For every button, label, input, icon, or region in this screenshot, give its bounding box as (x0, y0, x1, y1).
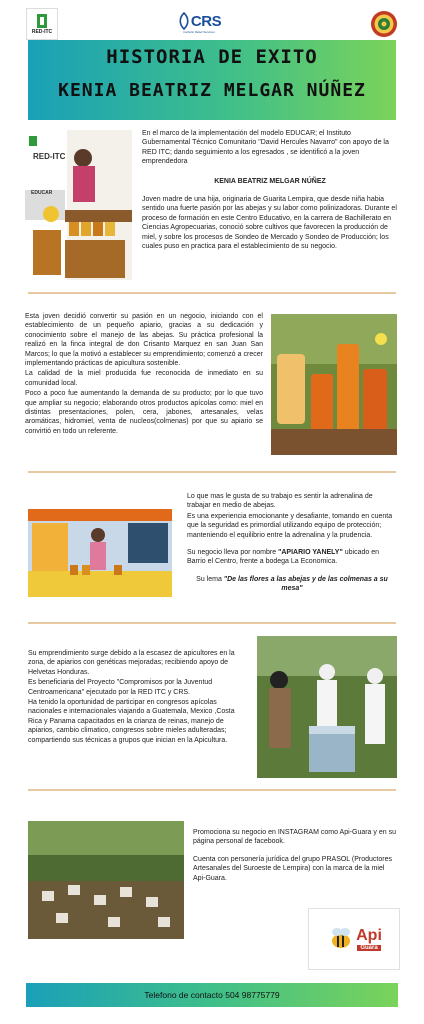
hive-field-icon (28, 821, 184, 939)
honey-products-photo (271, 314, 397, 455)
motto: "De las flores a las abejas y de las colmenas a su mesa" (223, 575, 388, 593)
header-banner (28, 40, 396, 120)
motto-paragraph (187, 575, 397, 594)
apiary-field-photo (28, 821, 184, 939)
crs-logo (172, 8, 226, 38)
divider-4 (28, 789, 396, 791)
booth-banner-sub: EDUCAR (31, 190, 53, 196)
crs-logo-text: CRS (190, 12, 222, 30)
section5-text (193, 828, 398, 884)
section2-text (25, 312, 263, 437)
business-name: "APIARIO YANELY" (278, 549, 343, 557)
name-heading: KENIA BEATRIZ MELGAR NÚÑEZ (214, 177, 326, 185)
red-itc-mark-icon (34, 13, 50, 29)
crs-flame-icon (177, 12, 191, 30)
business-paragraph-1: Esta joven decidió convertir su pasión en un negocio, iniciando con el establecimiento de un pequeño apiario, gracias a su dedicación y conocimiento sobre el manejo de las abejas. Su práctica profesional la realizó en la finca integral de don Crisanto Marquez en san Juan San Marcos; lo que la motivó a establecer su emprendimiento; comenzó a crecer implementando prácticas de apicultura sostenible. (25, 313, 263, 368)
bee-icon (326, 924, 356, 954)
contact-phone: Telefono de contacto 504 98775779 (144, 990, 280, 1000)
beekeepers-icon (257, 636, 397, 778)
crs-logo-subtitle: Catholic Relief Services (183, 30, 215, 34)
api-guara-logo (308, 908, 400, 970)
kenia-booth-photo (25, 130, 132, 280)
contact-footer (26, 983, 398, 1007)
api-guara-logo-text: Api (356, 927, 382, 944)
business-name-suffix: ubicado en Barrio el Centro, frente a bodega La Economica. (187, 549, 379, 566)
origin-paragraph: Su emprendimiento surge debido a la escasez de apicultores en la zona, de apiarios con genéticas mejoradas; recibiendo apoyo de Helvetas Honduras. (28, 650, 235, 676)
instagram-paragraph: Promociona su negocio en INSTAGRAM como Api-Guara y en su página personal de facebook. (193, 829, 396, 846)
school-seal (370, 10, 398, 38)
bio-paragraph: Joven madre de una hija, originaria de Guarita Lempira, que desde niña habia sentido una fuerte pasión por las abejas y su labor como polinizadoras. Durante el proceso de formación en este Centro Educativo, en la carrera de Bachillerato en Ciencias Agropecuarias, conoció sobre cultivos que favorecen la producción de miel, y sobre los procesos de Sondeo de Mercado y Sondeo de Producción; los cuales puso en practica para el establecimiento de su negocio. (142, 196, 397, 251)
section4-text (28, 649, 250, 746)
business-name-prefix: Su negocio lleva por nombre (187, 549, 279, 557)
intro-paragraph: En el marco de la implementación del modelo EDUCAR; el Instituto Gubernamental Técnico Comunitario "David Hercules Navarro" con apoyo de la RED ITC; dando seguimiento a los egresados , se identificó a la joven emprendedora (142, 130, 389, 166)
business-name-paragraph (187, 548, 397, 567)
booth-banner-label: RED-ITC (33, 152, 66, 161)
red-itc-logo-text: RED-ITC (31, 29, 53, 35)
divider-1 (28, 292, 396, 294)
apiary-team-photo (257, 636, 397, 778)
seal-icon (370, 10, 398, 38)
section3-text (187, 492, 397, 595)
divider-2 (28, 471, 396, 473)
adrenaline-paragraph: Lo que mas le gusta de su trabajo es sentir la adrenalina de trabajar en medio de abejas. (187, 493, 373, 510)
api-guara-logo-sub: Guara (357, 945, 380, 951)
section1-text (142, 129, 398, 252)
market-booth-icon (28, 509, 172, 597)
experience-paragraph: Es una experiencia emocionante y desafiante, tomando en cuenta que la seguridad es primordial utilizando equipo de protección; manteniendo el equilibrio entre la adrenalina y la prudencia. (187, 512, 393, 539)
project-paragraph: Es beneficiaria del Proyecto "Compromisos por la Juventud Centroamericana" ejecutado por la RED ITC y CRS. (28, 679, 213, 696)
honey-bottles-icon (271, 314, 397, 455)
business-paragraph-2: La calidad de la miel producida fue reconocida de inmediato en su comunidad local. (25, 370, 263, 387)
market-booth-photo (28, 509, 172, 597)
business-paragraph-3: Poco a poco fue aumentando la demanda de su producto; por lo que tuvo que ampliar su negocio; elaborando otros productos apícolas como: miel en distintas presentaciones, polen, cera, jabones, artesanales, velas aromáticas, hidromiel, venta de nucleos(colmenas) por que su apiario se convirtió en todo un referente. (25, 390, 263, 435)
page-title: HISTORIA DE EXITO (106, 46, 318, 68)
prasol-paragraph: Cuenta con personería jurídica del grupo PRASOL (Productores Artesanales del Suroeste de Lempira) con la marca de la miel Api-Guara. (193, 855, 392, 882)
congress-paragraph: Ha tenido la oportunidad de participar en congresos apícolas nacionales e internacionales viajando a Guatemala, Mexico ,Costa Rica y Panama capacitados en la crianza de reinas, manejo de apiarios, cambio climatico, congresos sobre mieles adulteradas; compartiendo sus técnicas a grupos que inician en la Apicultura. (28, 699, 235, 744)
red-itc-logo (26, 8, 58, 40)
divider-3 (28, 622, 396, 624)
page-subtitle: KENIA BEATRIZ MELGAR NÚÑEZ (58, 80, 366, 101)
motto-prefix: Su lema (196, 575, 224, 583)
